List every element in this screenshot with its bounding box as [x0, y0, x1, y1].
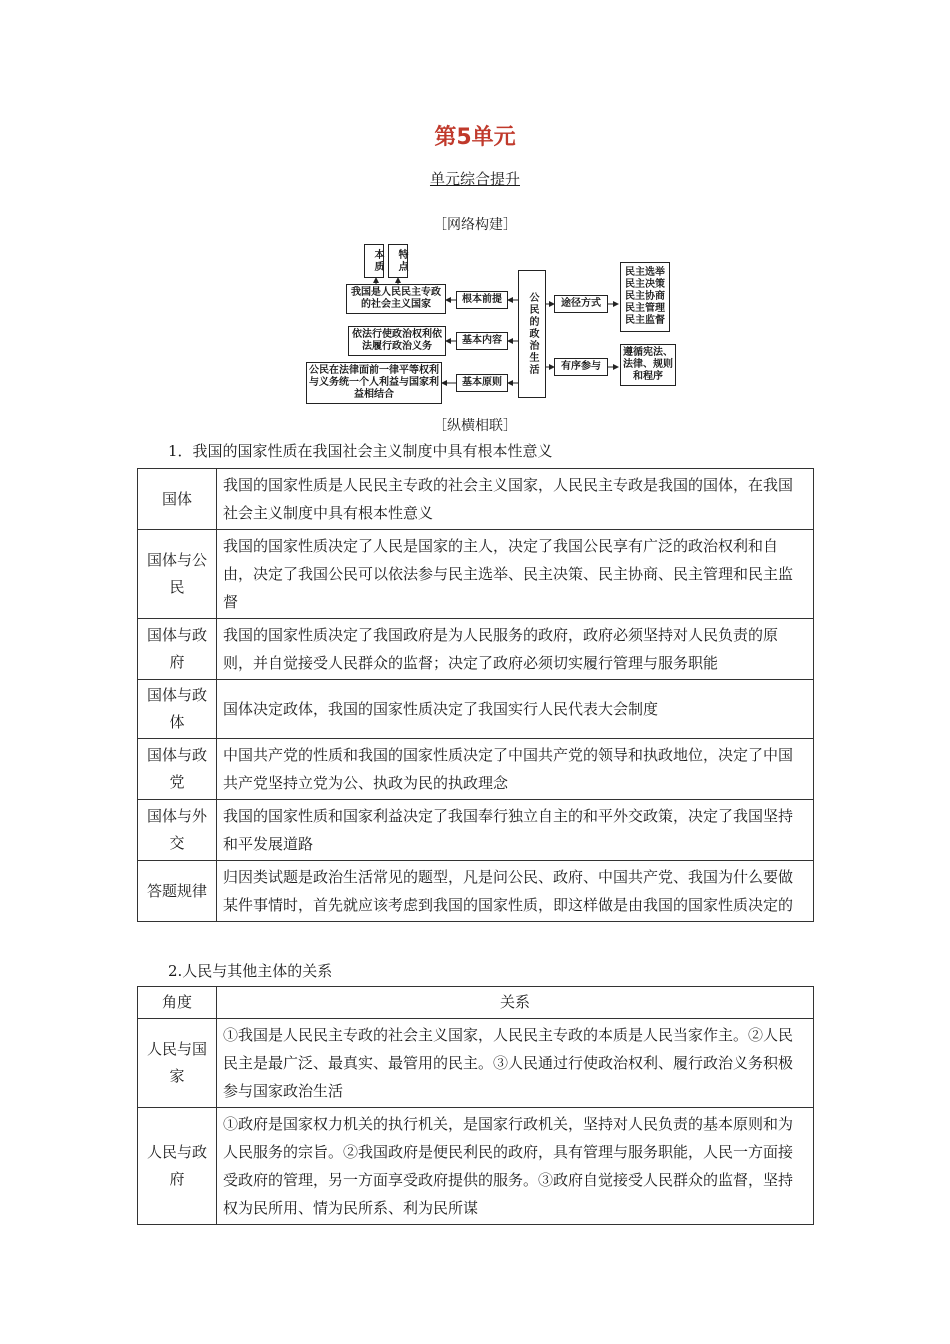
row-value: 我国的国家性质决定了人民是国家的主人，决定了我国公民享有广泛的政治权利和自由，决定了我国公民可以依法参与民主选举、民主决策、民主协商、民主管理和民主监督: [217, 530, 814, 619]
section1-heading: 1．我国的国家性质在我国社会主义制度中具有根本性意义: [168, 442, 553, 460]
diagram-essence: 我国是人民民主专政的社会主义国家: [346, 284, 446, 314]
table-row: [138, 530, 814, 619]
table-row: [138, 469, 814, 530]
table-row: [138, 619, 814, 680]
row-key: 国体与公民: [138, 530, 217, 619]
row-key: 国体与政府: [138, 619, 217, 680]
diagram-order: 有序参与: [554, 358, 608, 376]
diagram-center: 公民的政治生活: [518, 270, 546, 398]
diagram-way-list: [620, 262, 670, 332]
table-row: [138, 1019, 814, 1108]
row-key: 答题规律: [138, 861, 217, 922]
diagram-principle: 基本原则: [456, 374, 508, 392]
links-label: ［纵横相联］: [433, 418, 517, 434]
row-value: ①政府是国家权力机关的执行机关，是国家行政机关，坚持对人民负责的基本原则和为人民服务的宗旨。②我国政府是便民利民的政府，具有管理与服务职能，人民一方面接受政府的管理，另一方面享受政府提供的服务。③政府自觉接受人民群众的监督，坚持权为民所用、情为民所系、利为民所谋: [217, 1108, 814, 1225]
row-value: 中国共产党的性质和我国的国家性质决定了中国共产党的领导和执政地位，决定了中国共产党坚持立党为公、执政为民的执政理念: [217, 739, 814, 800]
concept-diagram: [300, 240, 690, 410]
row-value: 我国的国家性质是人民民主专政的社会主义国家，人民民主专政是我国的国体，在我国社会主义制度中具有根本性意义: [217, 469, 814, 530]
row-key: 国体: [138, 469, 217, 530]
table-row: [138, 861, 814, 922]
diagram-content: 基本内容: [456, 332, 508, 350]
diagram-order-text: 遵循宪法、法律、规则和程序: [620, 344, 676, 386]
row-value: ①我国是人民民主专政的社会主义国家，人民民主专政的本质是人民当家作主。②人民民主是最广泛、最真实、最管用的民主。③人民通过行使政治权利、履行政治义务积极参与国家政治生活: [217, 1019, 814, 1108]
col-header-value: 关系: [217, 987, 814, 1019]
table-row: [138, 680, 814, 739]
table-row: [138, 800, 814, 861]
row-key: 人民与国家: [138, 1019, 217, 1108]
row-key: 国体与外交: [138, 800, 217, 861]
section2-heading: 2.人民与其他主体的关系: [168, 962, 333, 980]
row-key: 人民与政府: [138, 1108, 217, 1225]
diagram-way-item: 民主决策: [625, 279, 665, 290]
page-subtitle: 单元综合提升: [429, 170, 520, 188]
col-header-key: 角度: [138, 987, 217, 1019]
section2-table: [137, 986, 814, 1225]
diagram-way-item: 民主选举: [625, 267, 665, 278]
row-value: 我国的国家性质和国家利益决定了我国奉行独立自主的和平外交政策，决定了我国坚持和平发展道路: [217, 800, 814, 861]
diagram-principle-text: 公民在法律面前一律平等权利与义务统一个人利益与国家利益相结合: [306, 362, 442, 404]
row-value: 归因类试题是政治生活常见的题型，凡是问公民、政府、中国共产党、我国为什么要做某件事情时，首先就应该考虑到我国的国家性质，即这样做是由我国的国家性质决定的: [217, 861, 814, 922]
table-header-row: [138, 987, 814, 1019]
diagram-premise: 根本前提: [456, 291, 508, 309]
table-row: [138, 739, 814, 800]
row-key: 国体与政体: [138, 680, 217, 739]
page-title: 第5单元: [434, 125, 516, 150]
diagram-way-item: 民主协商: [625, 291, 665, 302]
row-key: 国体与政党: [138, 739, 217, 800]
row-value: 国体决定政体，我国的国家性质决定了我国实行人民代表大会制度: [217, 680, 814, 739]
diagram-tedian: 特点: [388, 244, 408, 278]
diagram-benzhi: 本质: [364, 244, 384, 278]
diagram-way-item: 民主管理: [625, 303, 665, 314]
diagram-rights: 依法行使政治权利依法履行政治义务: [348, 326, 446, 356]
network-label: ［网络构建］: [433, 217, 517, 233]
diagram-way-item: 民主监督: [625, 315, 665, 326]
row-value: 我国的国家性质决定了我国政府是为人民服务的政府，政府必须坚持对人民负责的原则，并自觉接受人民群众的监督；决定了政府必须切实履行管理与服务职能: [217, 619, 814, 680]
table-row: [138, 1108, 814, 1225]
diagram-way: 途径方式: [554, 295, 608, 313]
section1-table: [137, 468, 814, 922]
